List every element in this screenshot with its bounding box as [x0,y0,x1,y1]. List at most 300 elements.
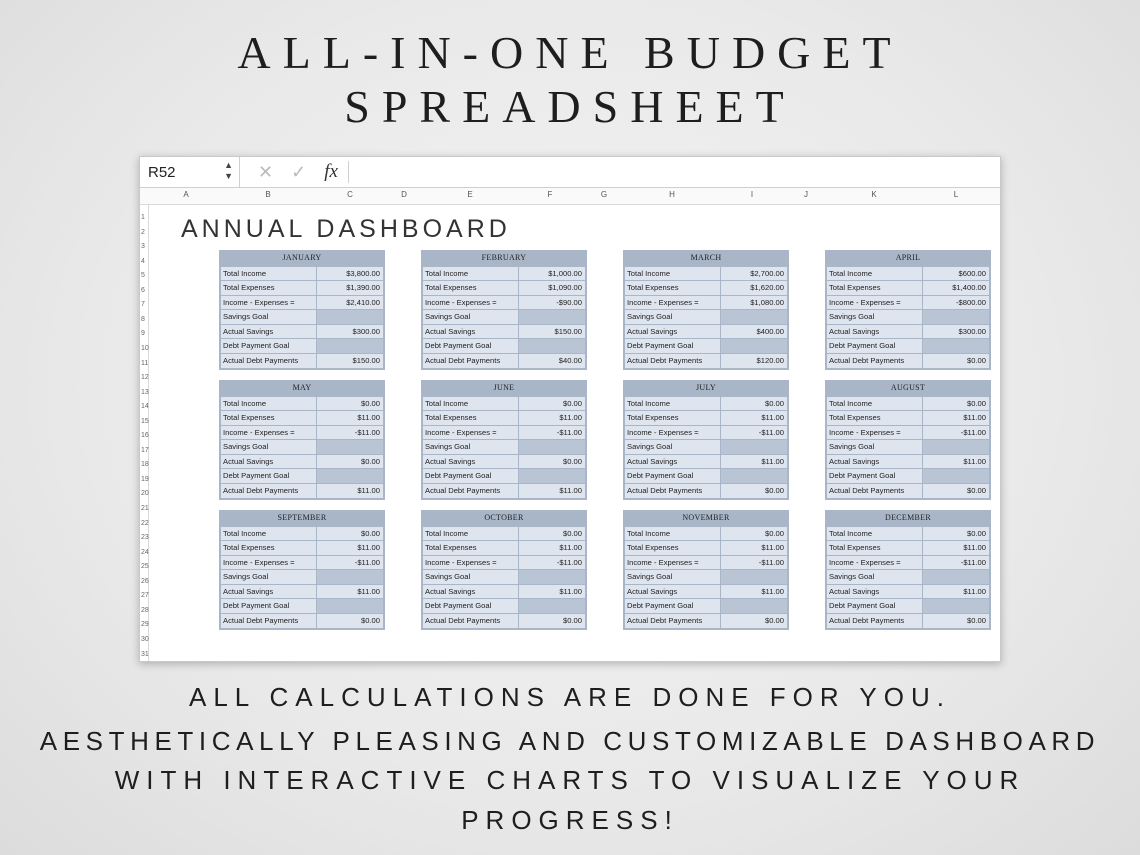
budget-row [221,440,383,455]
budget-row-value[interactable]: $11.00 [519,484,585,498]
row-header-3[interactable]: 3 [141,243,145,251]
row-header-1[interactable]: 1 [141,214,145,221]
budget-row-label[interactable]: Actual Savings [423,585,518,599]
budget-row-label[interactable]: Actual Savings [625,325,720,339]
budget-row-value[interactable]: $11.00 [721,411,787,425]
budget-row-value[interactable]: $11.00 [721,541,787,555]
column-header-h[interactable]: H [669,190,675,199]
budget-row-value[interactable]: $0.00 [923,484,989,498]
column-header-e[interactable]: E [467,190,473,199]
budget-row-label[interactable]: Income - Expenses = [625,556,720,570]
month-header: MARCH [690,253,722,262]
budget-row-value[interactable] [923,570,989,584]
budget-row [625,469,787,484]
row-header-5[interactable]: 5 [141,272,145,280]
budget-row-value[interactable]: $0.00 [923,527,989,541]
row-header-11[interactable]: 11 [141,359,149,367]
budget-row-value[interactable] [317,440,383,454]
budget-row-label[interactable]: Total Income [423,397,518,411]
budget-row-label[interactable]: Total Expenses [625,541,720,555]
budget-row-value[interactable] [317,570,383,584]
budget-row-value[interactable]: $300.00 [317,325,383,339]
budget-row-value[interactable]: $11.00 [721,585,787,599]
budget-row-value[interactable]: $0.00 [317,527,383,541]
budget-row [625,411,787,426]
budget-row [221,469,383,484]
column-header-f[interactable]: F [547,190,553,199]
budget-row [625,425,787,440]
budget-row [827,454,989,469]
column-header-g[interactable]: G [600,190,608,199]
budget-row [423,411,585,426]
budget-row [625,295,787,310]
budget-row [827,324,989,339]
row-header-9[interactable]: 9 [141,330,145,338]
budget-row-value[interactable]: -$11.00 [721,556,787,570]
budget-row-label[interactable]: Total Income [221,397,316,411]
budget-row [827,266,989,281]
budget-row [221,281,383,296]
row-header-14[interactable]: 14 [141,403,149,411]
budget-row-label[interactable]: Savings Goal [423,440,518,454]
caption-line-2: AESTHETICALLY PLEASING AND CUSTOMIZABLE DASHBOARD [39,726,1101,756]
month-block-january [219,250,385,370]
budget-row-value[interactable] [519,570,585,584]
column-header-c[interactable]: C [347,190,353,199]
budget-row-label[interactable]: Savings Goal [625,440,720,454]
budget-row-value[interactable]: $0.00 [721,484,787,498]
budget-row-value[interactable] [519,310,585,324]
month-header: JANUARY [282,253,322,262]
row-header-8[interactable]: 8 [141,315,145,323]
budget-row-label[interactable]: Debt Payment Goal [423,599,518,613]
budget-row [625,526,787,541]
budget-row-value[interactable]: $40.00 [519,354,585,368]
row-header-6[interactable]: 6 [141,286,145,294]
budget-row-value[interactable]: $1,620.00 [721,281,787,295]
budget-row-label[interactable]: Savings Goal [221,310,316,324]
budget-row [423,324,585,339]
budget-row-label[interactable]: Total Income [221,527,316,541]
month-header: JUNE [493,383,515,392]
budget-row-label[interactable]: Total Income [221,267,316,281]
budget-row [625,454,787,469]
budget-row [423,614,585,629]
budget-row-value[interactable]: $11.00 [519,411,585,425]
budget-row-value[interactable]: $150.00 [519,325,585,339]
budget-row [423,266,585,281]
budget-row-label[interactable]: Debt Payment Goal [625,599,720,613]
confirm-icon[interactable]: ✓ [291,161,307,182]
row-header-2[interactable]: 2 [141,228,145,236]
budget-row [625,541,787,556]
budget-row-label[interactable]: Savings Goal [827,440,922,454]
budget-row-label[interactable]: Actual Savings [221,585,316,599]
budget-row-label[interactable]: Actual Debt Payments [827,484,922,498]
budget-row-label[interactable]: Income - Expenses = [827,296,922,310]
row-header-30[interactable]: 30 [141,635,149,643]
budget-row-label[interactable]: Actual Savings [625,585,720,599]
budget-row-label[interactable]: Actual Savings [423,325,518,339]
budget-row [625,281,787,296]
month-block-november [623,510,789,630]
budget-row-value[interactable]: $11.00 [519,585,585,599]
budget-row-value[interactable]: -$90.00 [519,296,585,310]
budget-row-value[interactable]: $11.00 [317,411,383,425]
budget-row [827,584,989,599]
budget-row-label[interactable]: Total Income [625,527,720,541]
budget-row [423,440,585,455]
budget-row [423,570,585,585]
caption-line-1: ALL CALCULATIONS ARE DONE FOR YOU. [189,682,951,712]
budget-row-value[interactable]: -$11.00 [923,426,989,440]
row-header-10[interactable]: 10 [141,344,149,352]
budget-row [827,339,989,354]
budget-row-label[interactable]: Actual Debt Payments [221,614,316,628]
budget-row-label[interactable]: Savings Goal [827,570,922,584]
budget-row-value[interactable]: $1,080.00 [721,296,787,310]
budget-row-label[interactable]: Total Income [423,527,518,541]
budget-row [221,614,383,629]
budget-row-value[interactable]: $1,390.00 [317,281,383,295]
budget-row [221,339,383,354]
budget-row [423,584,585,599]
budget-row-value[interactable]: $11.00 [317,541,383,555]
budget-row-label[interactable]: Actual Debt Payments [625,354,720,368]
budget-row [221,484,383,499]
budget-row-label[interactable]: Income - Expenses = [423,556,518,570]
budget-row-value[interactable]: -$11.00 [317,426,383,440]
budget-row-label[interactable]: Debt Payment Goal [625,469,720,483]
row-header-19[interactable]: 19 [141,475,149,483]
caption-line-3: WITH INTERACTIVE CHARTS TO VISUALIZE YOUR [114,765,1026,795]
budget-row-label[interactable]: Actual Debt Payments [221,484,316,498]
budget-row-value[interactable] [317,469,383,483]
budget-row-value[interactable] [519,339,585,353]
column-header-b[interactable]: B [265,190,271,199]
budget-row-label[interactable]: Actual Debt Payments [827,354,922,368]
budget-row-value[interactable]: $11.00 [721,455,787,469]
budget-row [827,425,989,440]
row-header-16[interactable]: 16 [141,432,149,440]
budget-row-value[interactable] [317,599,383,613]
budget-row-value[interactable]: $11.00 [923,455,989,469]
budget-row-value[interactable]: $0.00 [923,354,989,368]
budget-row-label[interactable]: Debt Payment Goal [827,339,922,353]
budget-row [625,324,787,339]
budget-row-value[interactable]: $0.00 [923,614,989,628]
budget-row-label[interactable]: Total Income [625,397,720,411]
budget-row-value[interactable]: $0.00 [721,614,787,628]
budget-row-label[interactable]: Total Expenses [625,281,720,295]
month-header: APRIL [895,253,921,262]
budget-row-value[interactable]: $11.00 [317,484,383,498]
budget-row-label[interactable]: Total Income [827,397,922,411]
budget-row-label[interactable]: Total Expenses [625,411,720,425]
budget-row [423,454,585,469]
budget-row-value[interactable] [721,469,787,483]
budget-row-value[interactable]: $3,800.00 [317,267,383,281]
budget-row-value[interactable]: $2,410.00 [317,296,383,310]
budget-row-label[interactable]: Savings Goal [221,440,316,454]
row-header-4[interactable]: 4 [141,257,145,265]
caption-line-4: PROGRESS! [461,805,679,835]
budget-row-value[interactable]: -$11.00 [721,426,787,440]
budget-row-label[interactable]: Actual Debt Payments [625,614,720,628]
budget-row-label[interactable]: Savings Goal [625,310,720,324]
budget-row [827,281,989,296]
row-headers [140,204,149,662]
budget-row-label[interactable]: Total Expenses [423,541,518,555]
budget-row-value[interactable]: $11.00 [519,541,585,555]
budget-row-value[interactable] [519,440,585,454]
budget-row-label[interactable]: Actual Debt Payments [423,354,518,368]
row-header-21[interactable]: 21 [141,505,149,512]
promo-title-line-2: SPREADSHEET [344,81,796,132]
budget-row-label[interactable]: Savings Goal [423,310,518,324]
budget-row [827,440,989,455]
budget-row-label[interactable]: Debt Payment Goal [827,469,922,483]
budget-row-value[interactable]: $0.00 [317,614,383,628]
budget-row-value[interactable] [317,339,383,353]
budget-row [423,484,585,499]
budget-row-value[interactable]: $1,090.00 [519,281,585,295]
row-header-26[interactable]: 26 [141,577,149,585]
budget-row-label[interactable]: Income - Expenses = [221,426,316,440]
function-icon[interactable]: fx [324,161,349,183]
row-header-29[interactable]: 29 [141,621,149,629]
row-header-13[interactable]: 13 [141,388,149,396]
budget-row [625,266,787,281]
budget-row-label[interactable]: Actual Savings [221,325,316,339]
budget-row [625,310,787,325]
budget-row-label[interactable]: Actual Savings [827,585,922,599]
budget-row-label[interactable]: Debt Payment Goal [827,599,922,613]
month-block-april [825,250,991,370]
budget-row-value[interactable] [923,310,989,324]
budget-row-label[interactable]: Total Expenses [827,541,922,555]
budget-row-value[interactable] [923,469,989,483]
month-block-august [825,380,991,500]
budget-row-value[interactable] [519,599,585,613]
budget-row-label[interactable]: Income - Expenses = [423,296,518,310]
budget-row-label[interactable]: Total Expenses [221,411,316,425]
month-block-march [623,250,789,370]
budget-row [625,570,787,585]
budget-row [827,484,989,499]
budget-row-value[interactable] [721,310,787,324]
budget-row-label[interactable]: Total Expenses [827,281,922,295]
budget-row-label[interactable]: Debt Payment Goal [423,469,518,483]
budget-row-label[interactable]: Debt Payment Goal [423,339,518,353]
column-header-i[interactable]: I [750,190,754,199]
row-header-27[interactable]: 27 [141,592,149,600]
budget-row-value[interactable]: $1,000.00 [519,267,585,281]
budget-row [423,354,585,369]
budget-row-label[interactable]: Total Expenses [221,281,316,295]
budget-row-value[interactable]: $0.00 [923,397,989,411]
budget-row-label[interactable]: Total Income [827,527,922,541]
budget-row-value[interactable]: $0.00 [721,527,787,541]
budget-row-value[interactable]: $0.00 [317,455,383,469]
budget-row-label[interactable]: Total Expenses [423,411,518,425]
budget-row-value[interactable]: $2,700.00 [721,267,787,281]
month-header: AUGUST [890,383,926,392]
budget-row-value[interactable]: $11.00 [317,585,383,599]
budget-row-value[interactable]: $0.00 [519,614,585,628]
budget-row-label[interactable]: Income - Expenses = [221,556,316,570]
cancel-icon[interactable]: ✕ [258,161,274,182]
budget-row-label[interactable]: Debt Payment Goal [625,339,720,353]
budget-row-label[interactable]: Actual Savings [827,455,922,469]
budget-row-label[interactable]: Savings Goal [625,570,720,584]
row-header-17[interactable]: 17 [141,446,149,454]
budget-row-value[interactable] [923,440,989,454]
budget-row-label[interactable]: Actual Savings [827,325,922,339]
month-header: DECEMBER [885,513,931,522]
budget-row-value[interactable]: $0.00 [721,397,787,411]
budget-row [625,614,787,629]
row-header-28[interactable]: 28 [141,606,149,614]
budget-row-value[interactable]: $600.00 [923,267,989,281]
budget-row [423,555,585,570]
budget-row [625,339,787,354]
budget-row [827,411,989,426]
budget-row [423,526,585,541]
budget-row-value[interactable]: $0.00 [519,527,585,541]
budget-row-label[interactable]: Total Expenses [221,541,316,555]
column-header-a[interactable]: A [183,190,189,199]
budget-row-value[interactable] [721,440,787,454]
budget-row [827,570,989,585]
budget-row-label[interactable]: Actual Debt Payments [423,484,518,498]
budget-row [827,541,989,556]
budget-row [423,295,585,310]
budget-row-label[interactable]: Savings Goal [827,310,922,324]
budget-row [221,324,383,339]
budget-row [423,396,585,411]
budget-row-value[interactable]: $11.00 [923,541,989,555]
row-header-31[interactable]: 31 [141,650,149,658]
row-header-22[interactable]: 22 [141,519,149,527]
budget-row-value[interactable] [721,339,787,353]
budget-row-label[interactable]: Debt Payment Goal [221,599,316,613]
budget-row-label[interactable]: Total Income [625,267,720,281]
budget-row [423,541,585,556]
budget-row-value[interactable]: $0.00 [317,397,383,411]
budget-row [423,310,585,325]
budget-row-value[interactable] [721,599,787,613]
budget-row-value[interactable]: $400.00 [721,325,787,339]
budget-row-value[interactable]: -$11.00 [519,556,585,570]
budget-row-label[interactable]: Total Income [827,267,922,281]
budget-row [827,599,989,614]
budget-row-label[interactable]: Debt Payment Goal [221,339,316,353]
budget-row-value[interactable]: $1,400.00 [923,281,989,295]
budget-row-value[interactable]: $11.00 [923,411,989,425]
budget-row-value[interactable] [923,339,989,353]
budget-row [221,555,383,570]
budget-row-label[interactable]: Income - Expenses = [625,296,720,310]
budget-row [221,411,383,426]
budget-row-label[interactable]: Actual Debt Payments [423,614,518,628]
budget-row-value[interactable] [317,310,383,324]
budget-row-value[interactable]: $0.00 [519,455,585,469]
dashboard-title: ANNUAL DASHBOARD [181,215,511,243]
budget-row-label[interactable]: Income - Expenses = [827,556,922,570]
column-header-d[interactable]: D [401,190,407,199]
budget-row-value[interactable]: -$11.00 [519,426,585,440]
budget-row-label[interactable]: Savings Goal [221,570,316,584]
row-header-23[interactable]: 23 [141,534,149,542]
budget-row-label[interactable]: Debt Payment Goal [221,469,316,483]
budget-row [625,555,787,570]
budget-row [221,295,383,310]
budget-row-label[interactable]: Total Expenses [423,281,518,295]
row-header-24[interactable]: 24 [141,548,149,556]
budget-row-value[interactable]: -$800.00 [923,296,989,310]
budget-row [625,484,787,499]
budget-row-label[interactable]: Income - Expenses = [423,426,518,440]
budget-row-label[interactable]: Savings Goal [423,570,518,584]
budget-row [827,310,989,325]
budget-row-label[interactable]: Total Income [423,267,518,281]
column-header-k[interactable]: K [871,190,877,199]
budget-row-value[interactable] [519,469,585,483]
budget-row-label[interactable]: Actual Savings [423,455,518,469]
name-box-stepper-icon[interactable]: ▲ ▼ [224,160,233,181]
budget-row-value[interactable] [721,570,787,584]
budget-row-value[interactable]: $120.00 [721,354,787,368]
promo-title-line-1: ALL-IN-ONE BUDGET [237,27,903,78]
budget-row-value[interactable] [923,599,989,613]
budget-row-label[interactable]: Actual Debt Payments [221,354,316,368]
month-header: MAY [292,383,312,392]
budget-row-label[interactable]: Income - Expenses = [221,296,316,310]
row-header-25[interactable]: 25 [141,563,149,571]
name-box[interactable] [140,157,240,187]
budget-row-label[interactable]: Actual Savings [221,455,316,469]
row-header-12[interactable]: 12 [141,374,149,382]
column-header-j[interactable]: J [804,190,808,199]
row-header-20[interactable]: 20 [141,490,149,498]
budget-row-label[interactable]: Actual Savings [625,455,720,469]
budget-row-label[interactable]: Income - Expenses = [827,426,922,440]
budget-row [625,354,787,369]
budget-row-value[interactable]: $150.00 [317,354,383,368]
budget-row-value[interactable]: -$11.00 [923,556,989,570]
budget-row [221,570,383,585]
budget-row-label[interactable]: Actual Debt Payments [625,484,720,498]
budget-row-label[interactable]: Actual Debt Payments [827,614,922,628]
budget-row-label[interactable]: Total Expenses [827,411,922,425]
budget-row [423,339,585,354]
budget-row [827,526,989,541]
budget-row-value[interactable]: $11.00 [923,585,989,599]
month-header: FEBRUARY [481,253,527,262]
budget-row [221,526,383,541]
month-block-may [219,380,385,500]
budget-row-value[interactable]: -$11.00 [317,556,383,570]
row-header-15[interactable]: 15 [141,417,149,425]
budget-row-value[interactable]: $0.00 [519,397,585,411]
budget-row-label[interactable]: Income - Expenses = [625,426,720,440]
row-header-7[interactable]: 7 [141,301,145,309]
budget-row [827,354,989,369]
column-header-l[interactable]: L [953,190,959,199]
row-header-18[interactable]: 18 [141,461,149,469]
budget-row-value[interactable]: $300.00 [923,325,989,339]
